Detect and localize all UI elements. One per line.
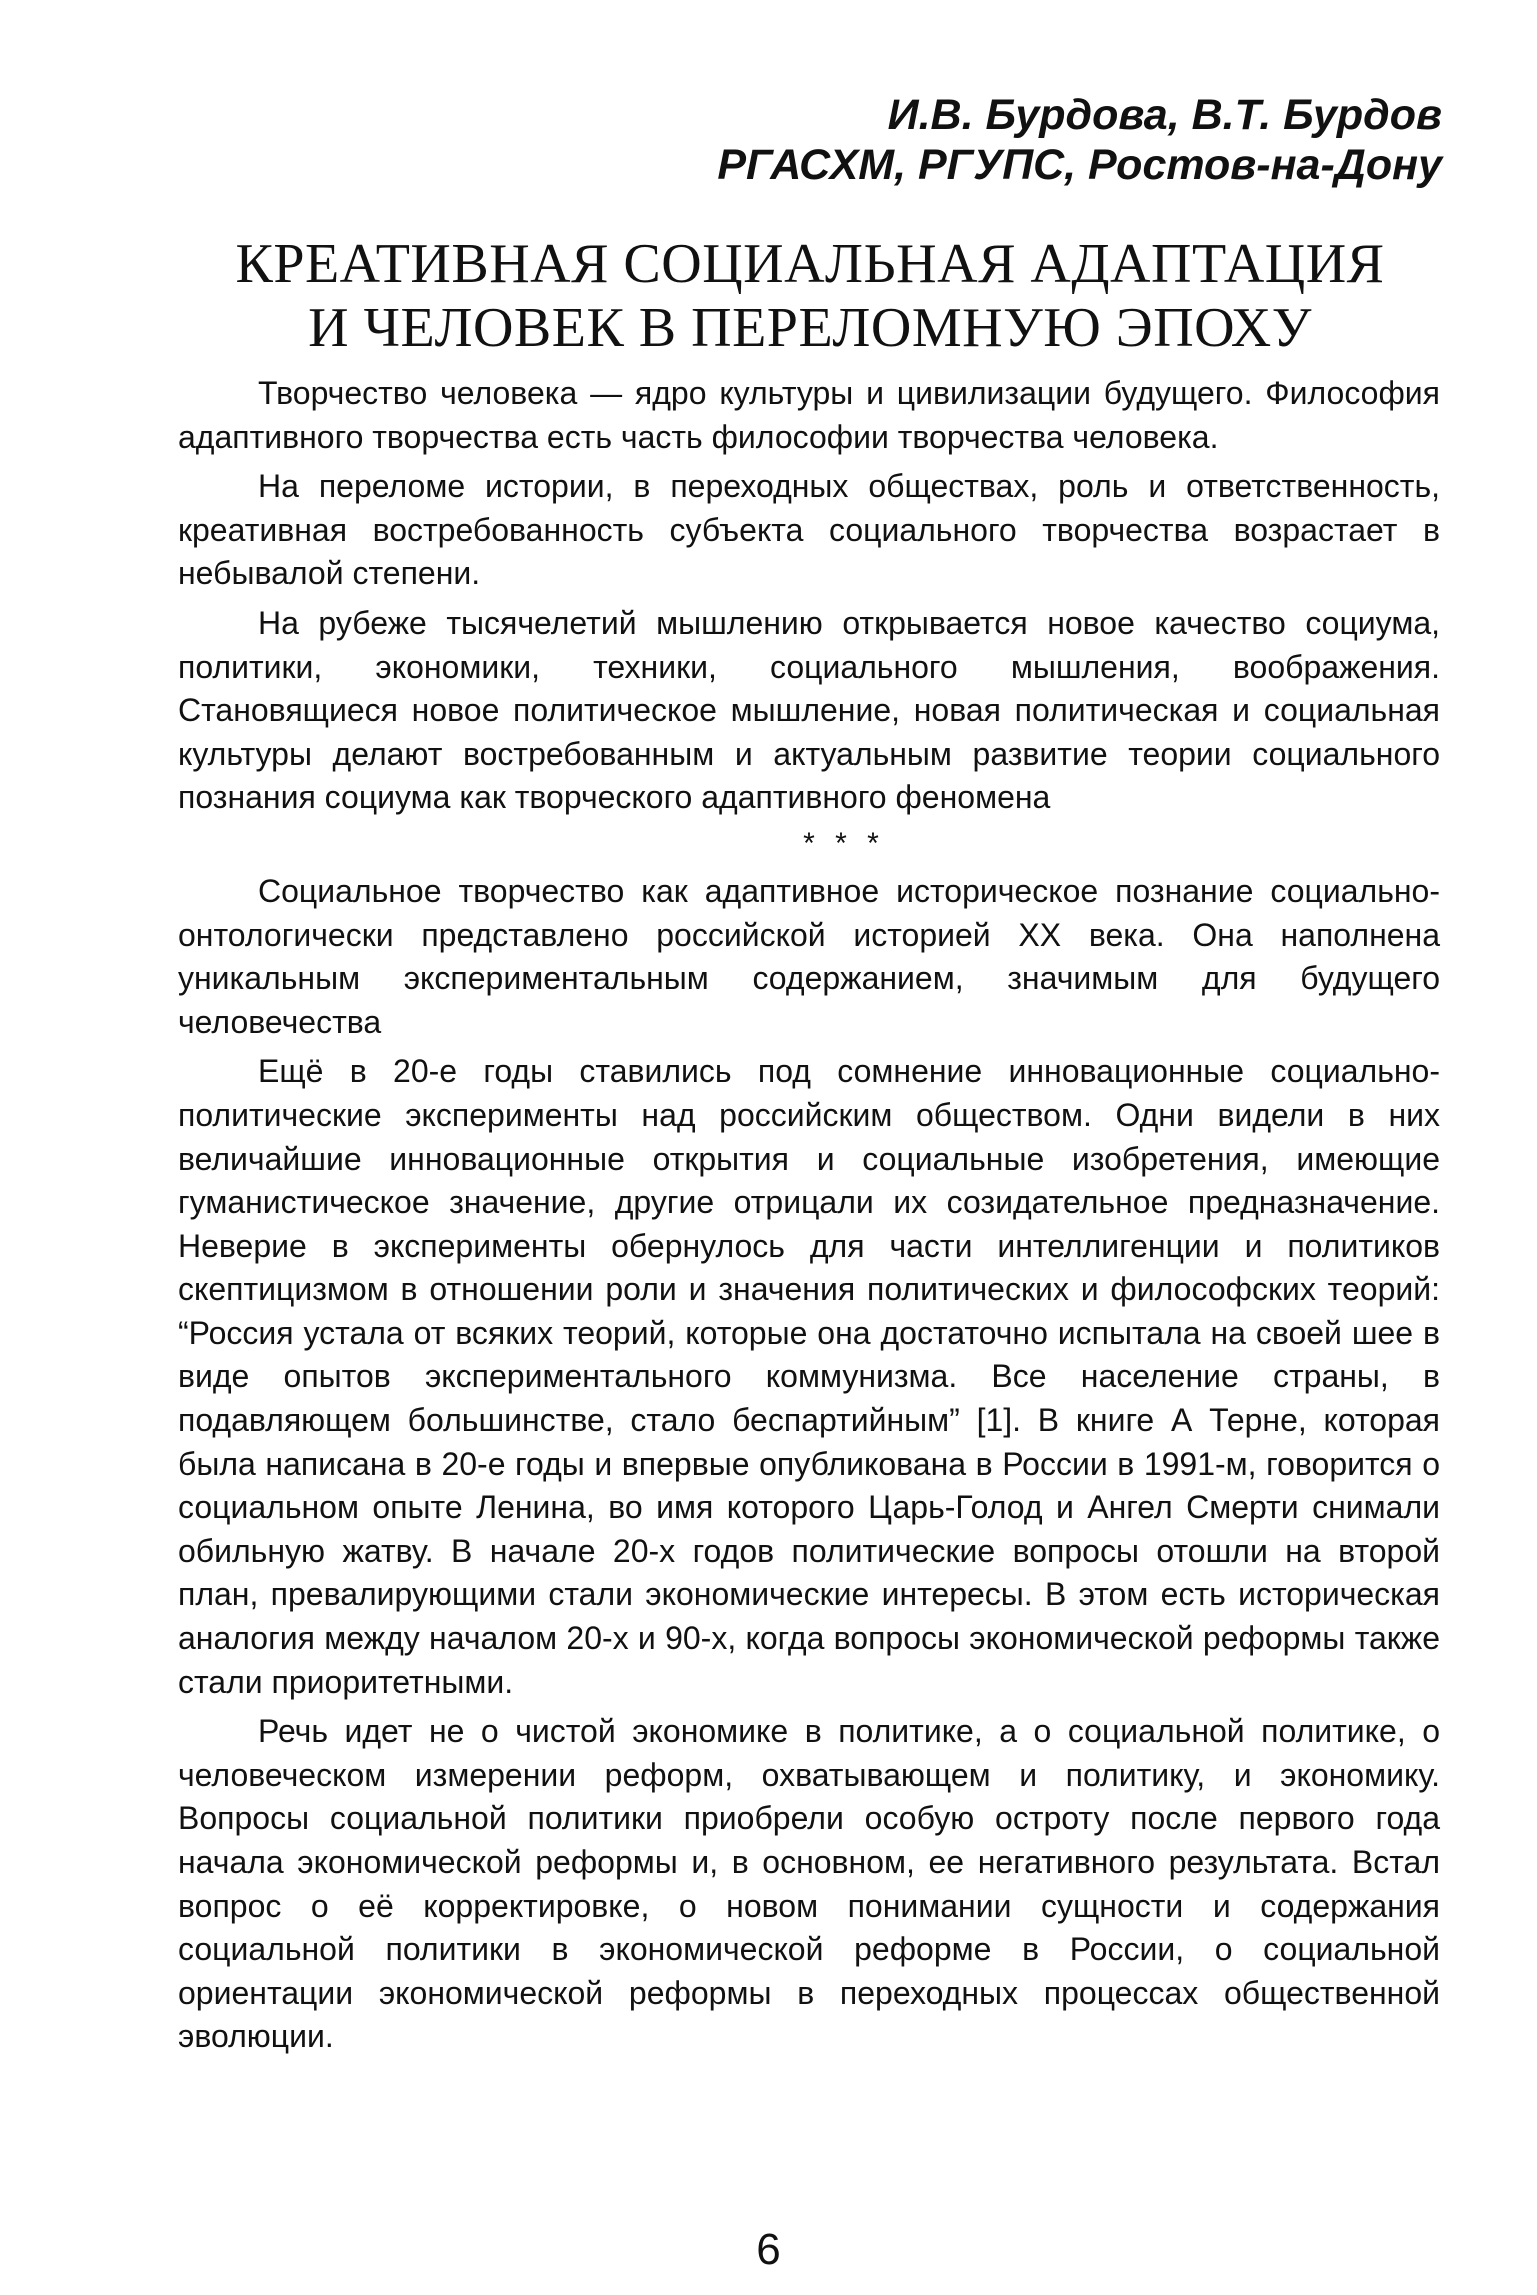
title-line-1: КРЕАТИВНАЯ СОЦИАЛЬНАЯ АДАПТАЦИЯ	[235, 233, 1385, 295]
abstract-paragraph: На рубеже тысячелетий мышлению открывается новое качество социума, политики, экономики, техники, социального мышления, воображения. Становящиеся новое политическое мышление, новая политическая и социальная культуры делают востребованным и актуальным развитие теории социального познания социума как творческого адаптивного феномена	[178, 604, 1440, 816]
section-separator: * * *	[803, 826, 885, 860]
article-body	[178, 372, 1440, 2065]
affiliation-line: РГАСХМ, РГУПС, Ростов-на-Дону	[717, 141, 1442, 189]
abstract-paragraph: На переломе истории, в переходных обществах, роль и ответственность, креативная востребованность субъекта социального творчества возрастает в небывалой степени.	[178, 468, 1440, 592]
body-paragraph: Ещё в 20-е годы ставились под сомнение инновационные социально-политические эксперименты над российским обществом. Одни видели в них величайшие инновационные открытия и социальные изобретения, имеющие гуманистическое значение, другие отрицали их созидательное предназначение. Неверие в эксперименты обернулось для части интеллигенции и политиков скептицизмом в отношении роли и значения политических и философских теорий: “Россия устала от всяких теорий, которые она достаточно испытала на своей шее в виде опытов экспериментального коммунизма. Все население страны, в подавляющем большинстве, стало беспартийным” [1]. В книге А Терне, которая была написана в 20-е годы и впервые опубликована в России в 1991-м, говорится о социальном опыте Ленина, во имя которого Царь-Голод и Ангел Смерти снимали обильную жатву. В начале 20-х годов политические вопросы отошли на второй план, превалирующими стали экономические интересы. В этом есть историческая аналогия между началом 20-х и 90-х, когда вопросы экономической реформы также стали приоритетными.	[178, 1053, 1440, 1700]
author-block	[717, 90, 1442, 190]
abstract-paragraph: Творчество человека — ядро культуры и цивилизации будущего. Философия адаптивного творчества есть часть философии творчества человека.	[178, 375, 1440, 455]
page-number: 6	[756, 2225, 781, 2274]
body-paragraph: Речь идет не о чистой экономике в политике, а о социальной политике, о человеческом измерении реформ, охватывающем и политику, и экономику. Вопросы социальной политики приобрели особую остроту после первого года начала экономической реформы и, в основном, ее негативного результата. Встал вопрос о её корректировке, о новом понимании сущности и содержания социальной политики в экономической реформе в России, о социальной ориентации экономической реформы в переходных процессах общественной эволюции.	[178, 1713, 1440, 2055]
article-title	[180, 232, 1440, 360]
authors-line: И.В. Бурдова, В.Т. Бурдов	[887, 91, 1442, 139]
body-paragraph: Социальное творчество как адаптивное историческое познание социально-онтологически представлено российской историей XX века. Она наполнена уникальным экспериментальным содержанием, значимым для будущего человечества	[178, 872, 1440, 1040]
title-line-2: И ЧЕЛОВЕК В ПЕРЕЛОМНУЮ ЭПОХУ	[308, 297, 1312, 359]
